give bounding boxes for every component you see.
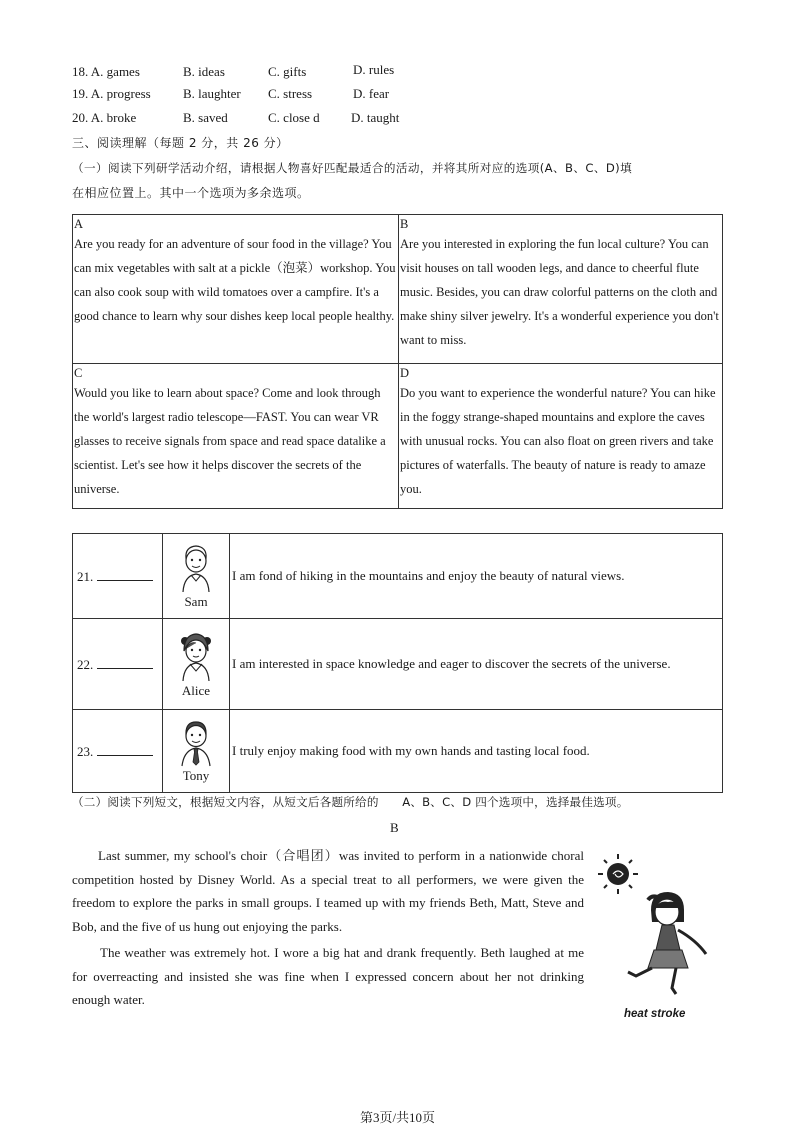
option-18-c: C. gifts	[268, 64, 307, 79]
option-19-a: 19. A. progress	[72, 86, 151, 101]
answer-blank[interactable]	[97, 568, 153, 581]
activity-text: Are you ready for an adventure of sour food in the village? You can mix vegetables with salt at a pickle（泡菜）workshop. You can also cook soup with wild tomatoes over a campfire. It's a good chance to learn why sour dishes keep local people healthy.	[74, 237, 396, 323]
answer-cell-22	[73, 619, 163, 710]
person-tony	[163, 710, 230, 793]
boy-icon	[176, 542, 216, 594]
answer-cell-21	[73, 534, 163, 619]
activity-text: Are you interested in exploring the fun local culture? You can visit houses on tall wooden legs, and dance to cheerful flute music. Besides, you can draw colorful patterns on the cloth and make shiny silver jewelry. It's a wonderful experience you don't want to miss.	[400, 237, 719, 347]
person-name: Alice	[181, 683, 211, 698]
passage-paragraph-1: Last summer, my school's choir（合唱团）was invited to perform in a nationwide choral competition hosted by Disney World. As a special treat to all performers, we were given the freedom to explore the parks in small groups. I teamed up with my friends Beth, Matt, Steve and Bob, and the five of us hung out enjoying the parks.	[72, 848, 584, 934]
activity-letter: D	[400, 366, 410, 380]
activity-cell-b	[399, 215, 723, 364]
section3-title: 三、阅读理解（每题 2 分，共 26 分）	[72, 136, 289, 150]
activity-text: Would you like to learn about space? Come and look through the world's largest radio telescope—FAST. You can wear VR glasses to receive signals from space and read space datalike a scientist. Let's see how it helps discover the secrets of the universe.	[74, 386, 386, 496]
option-20-b: B. saved	[183, 110, 228, 125]
tired-girl-figure	[628, 892, 706, 994]
question-number: 21.	[77, 568, 94, 584]
part1-instruction-line1: （一）阅读下列研学活动介绍，请根据人物喜好匹配最适合的活动，并将其所对应的选项(A、B、C、D)填	[72, 161, 633, 175]
preference-text: I am fond of hiking in the mountains and enjoy the beauty of natural views.	[230, 534, 723, 619]
activity-text: Do you want to experience the wonderful nature? You can hike in the foggy strange-shaped mountains and explore the caves with unusual rocks. You can also float on green rivers and take pictures of waterfalls. The beauty of nature is ready to amaze you.	[400, 386, 716, 496]
option-19-d: D. fear	[353, 86, 390, 101]
answer-cell-23	[73, 710, 163, 793]
option-20-c: C. close d	[268, 110, 320, 125]
sun-icon	[598, 854, 638, 894]
option-20-a: 20. A. broke	[72, 110, 137, 125]
person-name: Tony	[182, 768, 210, 783]
passage-paragraph-2: The weather was extremely hot. I wore a big hat and drank frequently. Beth laughed at me for overreacting and insisted she was fine when I expressed concern about her not drinking enough water.	[72, 945, 584, 1007]
preference-text: I truly enjoy making food with my own hands and tasting local food.	[230, 710, 723, 793]
part1-instruction-line2: 在相应位置上。其中一个选项为多余选项。	[72, 186, 310, 200]
activity-cell-a	[73, 215, 399, 364]
part2-instruction: （二）阅读下列短文，根据短文内容，从短文后各题所给的 A、B、C、D 四个选项中，选择最佳选项。	[72, 795, 629, 809]
preference-text: I am interested in space knowledge and eager to discover the secrets of the universe.	[230, 619, 723, 710]
passage-letter: B	[390, 820, 399, 835]
activity-cell-c	[73, 364, 399, 509]
question-number: 22.	[77, 656, 94, 672]
activity-letter: B	[400, 217, 409, 231]
option-19-b: B. laughter	[183, 86, 241, 101]
activity-letter: C	[74, 366, 83, 380]
option-18-b: B. ideas	[183, 64, 225, 79]
person-sam	[163, 534, 230, 619]
answer-blank[interactable]	[97, 656, 153, 669]
option-19-c: C. stress	[268, 86, 313, 101]
girl-icon	[176, 629, 216, 683]
option-18-a: 18. A. games	[72, 64, 140, 79]
person-alice	[163, 619, 230, 710]
answer-blank[interactable]	[97, 743, 153, 756]
activity-letter: A	[74, 217, 84, 231]
question-number: 23.	[77, 743, 94, 759]
activities-table	[72, 214, 723, 509]
person-name: Sam	[184, 594, 208, 609]
page-footer: 第3页/共10页	[359, 1110, 436, 1125]
option-20-d: D. taught	[351, 110, 400, 125]
heat-stroke-illustration	[596, 850, 726, 1010]
activity-cell-d	[399, 364, 723, 509]
boy-with-tie-icon	[176, 718, 216, 768]
option-18-d: D. rules	[353, 62, 395, 77]
matching-table	[72, 533, 723, 793]
illustration-caption: heat stroke	[624, 1008, 686, 1020]
